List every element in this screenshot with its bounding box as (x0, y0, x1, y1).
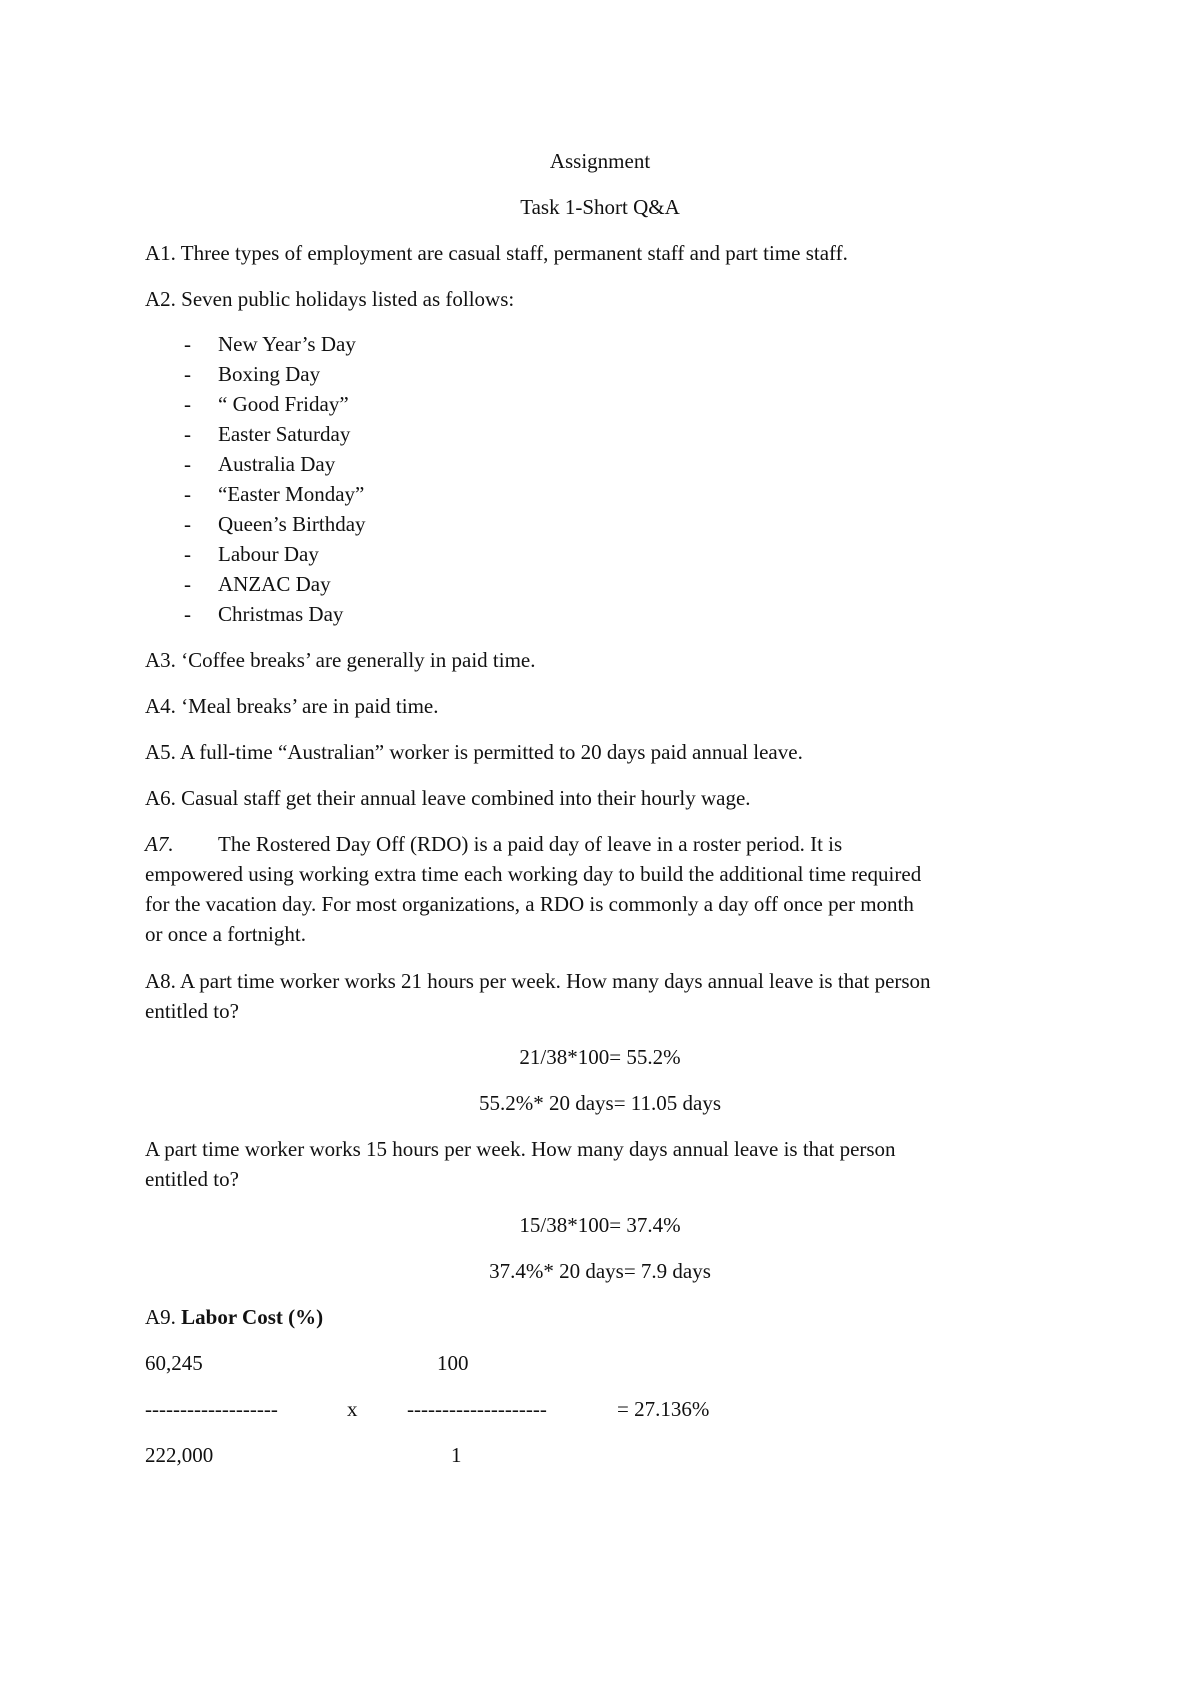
answer-a9 (145, 1302, 323, 1332)
answer-a1: A1. Three types of employment are casual staff, permanent staff and part time staff. (145, 241, 848, 265)
formula-result: = 27.136% (617, 1397, 710, 1421)
answer-a2: A2. Seven public holidays listed as follows: (145, 287, 515, 311)
answer-a8-result: 55.2%* 20 days= 11.05 days (478, 1091, 722, 1115)
bullet-dash: - (184, 602, 191, 626)
answer-a8-calc: 21/38*100= 55.2% (519, 1045, 681, 1069)
answer-a5: A5. A full-time “Australian” worker is permitted to 20 days paid annual leave. (145, 740, 803, 764)
bullet-dash: - (184, 362, 191, 386)
holiday-name: Australia Day (218, 452, 336, 476)
bullet-dash: - (184, 392, 191, 416)
formula-denominator-right: 1 (451, 1443, 462, 1467)
holiday-name: ANZAC Day (218, 572, 331, 596)
answer-a8b-question: A part time worker works 15 hours per week. How many days annual leave is that person (145, 1137, 896, 1161)
document-subtitle: Task 1-Short Q&A (520, 195, 680, 219)
answer-a9-label: A9. (145, 1305, 176, 1329)
answer-a7-label: A7. (145, 832, 174, 856)
holiday-name: Labour Day (218, 542, 319, 566)
bullet-dash: - (184, 482, 191, 506)
answer-a7-line: The Rostered Day Off (RDO) is a paid day of leave in a roster period. It is (218, 832, 843, 856)
answer-a6: A6. Casual staff get their annual leave combined into their hourly wage. (145, 786, 751, 810)
holiday-name: Easter Saturday (218, 422, 351, 446)
answer-a7-line: for the vacation day. For most organizations, a RDO is commonly a day off once per month (145, 892, 914, 916)
bullet-dash: - (184, 572, 191, 596)
holiday-name: Christmas Day (218, 602, 344, 626)
holiday-name: Queen’s Birthday (218, 512, 366, 536)
answer-a8b-question-cont: entitled to? (145, 1167, 239, 1191)
answer-a9-heading: Labor Cost (%) (181, 1305, 324, 1329)
answer-a8b-result: 37.4%* 20 days= 7.9 days (489, 1259, 711, 1283)
holiday-name: New Year’s Day (218, 332, 356, 356)
document-title: Assignment (549, 149, 651, 173)
formula-numerator-right: 100 (437, 1351, 469, 1375)
answer-a8-question: A8. A part time worker works 21 hours per week. How many days annual leave is that person (145, 969, 931, 993)
bullet-dash: - (184, 542, 191, 566)
answer-a7-line: empowered using working extra time each working day to build the additional time required (145, 862, 922, 886)
answer-a4: A4. ‘Meal breaks’ are in paid time. (145, 694, 439, 718)
formula-rule-right: -------------------- (407, 1397, 547, 1421)
bullet-dash: - (184, 422, 191, 446)
answer-a3: A3. ‘Coffee breaks’ are generally in paid time. (145, 648, 536, 672)
bullet-dash: - (184, 452, 191, 476)
bullet-dash: - (184, 512, 191, 536)
holiday-name: Boxing Day (218, 362, 321, 386)
formula-rule-left: ------------------- (145, 1397, 278, 1421)
holiday-name: “Easter Monday” (218, 482, 365, 506)
answer-a8-question-cont: entitled to? (145, 999, 239, 1023)
answer-a7-line: or once a fortnight. (145, 922, 306, 946)
holiday-name: “ Good Friday” (218, 392, 349, 416)
formula-denominator-left: 222,000 (145, 1443, 214, 1467)
formula-times-sign: x (347, 1397, 358, 1421)
formula-numerator-left: 60,245 (145, 1351, 203, 1375)
bullet-dash: - (184, 332, 191, 356)
answer-a8b-calc: 15/38*100= 37.4% (519, 1213, 681, 1237)
